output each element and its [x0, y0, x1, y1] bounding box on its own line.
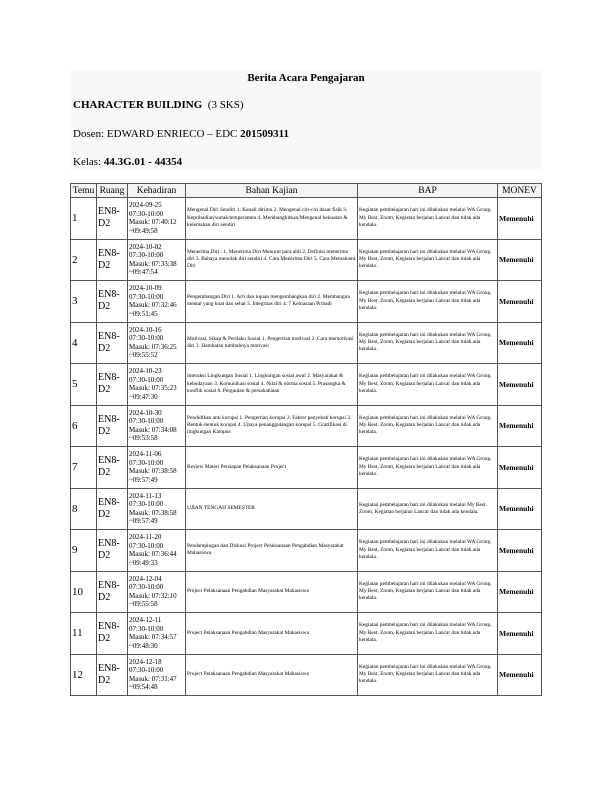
cell-temu: 12 [71, 654, 97, 696]
kehadiran-time: 07:30-10:00 [129, 209, 164, 218]
kehadiran-time: 07:30-10:00 [129, 583, 164, 592]
table-row [71, 405, 542, 447]
dosen-id: 201509311 [240, 128, 290, 140]
kehadiran-keluar: ~09:47:30 [129, 392, 158, 401]
column-header-kehadiran: Kehadiran [128, 184, 186, 198]
table-row [71, 654, 542, 696]
table-row [71, 571, 542, 613]
kehadiran-keluar: ~09:49:58 [129, 226, 158, 235]
kehadiran-date: 2024-10-09 [129, 284, 162, 293]
table-row [71, 322, 542, 364]
table-row [71, 239, 542, 281]
cell-kehadiran [128, 405, 186, 447]
kehadiran-time: 07:30-10:00 [129, 334, 164, 343]
table-header-row [71, 184, 542, 198]
document-header [70, 71, 542, 169]
cell-bahan-kajian: Pendidikan anti korupsi 1. Pengertian korupsi 2. Faktor penyebab korupsi 3. Bentuk-bentuk korupsi 4. Upaya penanggulangan korupsi 5. Gratifikasi di lingkungan Kampus [186, 405, 358, 447]
cell-ruang: EN8-D2 [97, 530, 128, 572]
kehadiran-time: 07:30-10:00 [129, 292, 164, 301]
kehadiran-masuk: Masuk: 07:33:38 [129, 259, 177, 268]
kehadiran-date: 2024-12-11 [129, 616, 162, 625]
cell-bap: Kegiatan pembelajaran hari ini dilakukan melalui WA Group, My Best, Zoom, Kegiatan berjalan Lancar dan tidak ada kendala. [358, 364, 498, 406]
cell-bahan-kajian: Mengenal Diri Sendiri 1. Kenali dirimu 2. Mengenal ciri-ciri dasar fisik 3. Kepribadian/watak/temperamen 4. Membangkitkan/Mengenal kekuatan & kelemahan diri sendiri [186, 198, 358, 240]
cell-monev: Memenuhi [498, 571, 542, 613]
cell-bahan-kajian: UJIAN TENGAH SEMESTER [186, 488, 358, 530]
table-row [71, 281, 542, 323]
kehadiran-masuk: Masuk: 07:38:58 [129, 467, 177, 476]
kehadiran-time: 07:30-10:00 [129, 666, 164, 675]
cell-bap: Kegiatan pembelajaran hari ini dilakukan melalui WA Group, My Best, Zoom, Kegiatan berjalan Lancar dan tidak ada kendala. [358, 322, 498, 364]
cell-monev: Memenuhi [498, 364, 542, 406]
cell-temu: 2 [71, 239, 97, 281]
dosen-label: Dosen: [73, 128, 105, 140]
kehadiran-keluar: ~09:57:49 [129, 475, 158, 484]
table-row [71, 530, 542, 572]
cell-monev: Memenuhi [498, 239, 542, 281]
cell-ruang: EN8-D2 [97, 654, 128, 696]
cell-bap: Kegiatan pembelajaran hari ini dilakukan melalui WA Group, My Best, Zoom, Kegiatan berjalan Lancar dan tidak ada kendala. [358, 654, 498, 696]
cell-ruang: EN8-D2 [97, 198, 128, 240]
cell-monev: Memenuhi [498, 654, 542, 696]
kehadiran-masuk: Masuk: 07:31:47 [129, 674, 177, 683]
cell-monev: Memenuhi [498, 405, 542, 447]
kehadiran-keluar: ~09:55:58 [129, 600, 158, 609]
kehadiran-keluar: ~09:47:54 [129, 268, 158, 277]
kehadiran-masuk: Masuk: 07:32:10 [129, 591, 177, 600]
cell-monev: Memenuhi [498, 447, 542, 489]
cell-monev: Memenuhi [498, 613, 542, 655]
table-row [71, 613, 542, 655]
kehadiran-keluar: ~09:53:58 [129, 434, 158, 443]
cell-kehadiran [128, 198, 186, 240]
cell-temu: 10 [71, 571, 97, 613]
cell-temu: 3 [71, 281, 97, 323]
attendance-table [70, 183, 542, 696]
document-title: Berita Acara Pengajaran [247, 72, 365, 84]
kehadiran-time: 07:30-10:00 [129, 541, 164, 550]
cell-bahan-kajian: Pengembangan Diri 1. Arti dan tujuan mengembangkan diri 2. Membangun mental yang kuat dan sehat 3. Integritas diri 4. 7 Kebiasaan Pribadi [186, 281, 358, 323]
cell-kehadiran [128, 571, 186, 613]
kehadiran-keluar: ~09:51:45 [129, 309, 158, 318]
cell-bap: Kegiatan pembelajaran hari ini dilakukan melalui WA Group, My Best, Zoom, Kegiatan berjalan Lancar dan tidak ada kendala. [358, 447, 498, 489]
cell-bap: Kegiatan pembelajaran hari ini dilakukan melalui WA Group, My Best, Zoom, Kegiatan berjalan Lancar dan tidak ada kendala. [358, 239, 498, 281]
cell-kehadiran [128, 281, 186, 323]
cell-temu: 1 [71, 198, 97, 240]
cell-bahan-kajian: Review Materi Persiapan Pelaksanaan Project [186, 447, 358, 489]
table-body [71, 198, 542, 696]
cell-bahan-kajian: Project Pelaksanaan Pengabdian Masyarakat Mahasiswa [186, 613, 358, 655]
kehadiran-time: 07:30-10:00 [129, 624, 164, 633]
cell-ruang: EN8-D2 [97, 322, 128, 364]
cell-bahan-kajian: Project Pelaksanaan Pengabdian Masyarakat Mahasiswa [186, 571, 358, 613]
kehadiran-date: 2024-11-13 [129, 491, 162, 500]
kehadiran-date: 2024-09-25 [129, 201, 162, 210]
dosen-name: EDWARD ENRIECO – EDC [106, 128, 238, 140]
cell-monev: Memenuhi [498, 488, 542, 530]
cell-ruang: EN8-D2 [97, 281, 128, 323]
kehadiran-time: 07:30-10:00 [129, 458, 164, 467]
table-row [71, 488, 542, 530]
cell-temu: 9 [71, 530, 97, 572]
column-header-bap: BAP [358, 184, 498, 198]
kelas-label: Kelas: [73, 156, 102, 168]
cell-ruang: EN8-D2 [97, 405, 128, 447]
kehadiran-masuk: Masuk: 07:34:57 [129, 633, 177, 642]
cell-kehadiran [128, 322, 186, 364]
kehadiran-date: 2024-10-02 [129, 242, 162, 251]
cell-bahan-kajian: Pendampingan dan Diskusi Project Pelaksanaan Pengabdian Masyarakat Mahasiswa [186, 530, 358, 572]
column-header-monev: MONEV [498, 184, 542, 198]
cell-bap: Kegiatan pembelajaran hari ini dilakukan melalui WA Group, My Best, Zoom, Kegiatan berjalan Lancar dan tidak ada kendala. [358, 571, 498, 613]
kehadiran-time: 07:30-10:00 [129, 251, 164, 260]
table-row [71, 198, 542, 240]
kehadiran-date: 2024-11-20 [129, 533, 162, 542]
cell-kehadiran [128, 447, 186, 489]
cell-ruang: EN8-D2 [97, 571, 128, 613]
course-sks: (3 SKS) [207, 99, 244, 111]
cell-bap: Kegiatan pembelajaran hari ini dilakukan melalui WA Group, My Best, Zoom, Kegiatan berjalan Lancar dan tidak ada kendala. [358, 613, 498, 655]
cell-temu: 11 [71, 613, 97, 655]
cell-temu: 6 [71, 405, 97, 447]
kehadiran-date: 2024-10-23 [129, 367, 162, 376]
kehadiran-keluar: ~09:55:52 [129, 351, 158, 360]
cell-monev: Memenuhi [498, 281, 542, 323]
cell-bap: Kegiatan pembelajaran hari ini dilakukan melalui WA Group, My Best, Zoom, Kegiatan berjalan Lancar dan tidak ada kendala. [358, 198, 498, 240]
course-name: CHARACTER BUILDING [73, 99, 203, 111]
kehadiran-masuk: Masuk: 07:32:46 [129, 301, 177, 310]
dosen-line [73, 128, 289, 140]
cell-temu: 5 [71, 364, 97, 406]
cell-kehadiran [128, 488, 186, 530]
cell-bahan-kajian: Interaksi Lingkungan Sosial 1. Lingkungan sosial awal 2. Masyarakat & kebudayaan 3. Komunikasi sosial 4. Nilai & norma sosial 5. Prasangka & konflik sosial 6. Pergaulan & persahabatan [186, 364, 358, 406]
cell-temu: 8 [71, 488, 97, 530]
kehadiran-masuk: Masuk: 07:34:08 [129, 425, 177, 434]
kehadiran-date: 2024-12-04 [129, 574, 162, 583]
kehadiran-keluar: ~09:48:30 [129, 641, 158, 650]
kehadiran-date: 2024-10-30 [129, 408, 162, 417]
cell-bahan-kajian: Menerima Diri : 1. Menerima Diri Menurut para ahli 2. Definisi menerima diri 3. Bahaya menolak diri sendiri 4. Cara Menerima Diri 5. Cara Memahami Diri [186, 239, 358, 281]
kehadiran-date: 2024-10-16 [129, 325, 162, 334]
cell-monev: Memenuhi [498, 530, 542, 572]
cell-monev: Memenuhi [498, 322, 542, 364]
kehadiran-masuk: Masuk: 07:36:25 [129, 342, 177, 351]
column-header-temu: Temu [71, 184, 97, 198]
kelas-value: 44.3G.01 - 44354 [103, 156, 183, 168]
kehadiran-masuk: Masuk: 07:40:12 [129, 218, 177, 227]
kehadiran-time: 07:30-10:00 [129, 417, 164, 426]
kehadiran-date: 2024-12-18 [129, 657, 162, 666]
kelas-line [73, 156, 182, 168]
cell-temu: 7 [71, 447, 97, 489]
cell-bahan-kajian: Project Pelaksanaan Pengabdian Masyarakat Mahasiswa [186, 654, 358, 696]
cell-temu: 4 [71, 322, 97, 364]
course-line [73, 99, 244, 111]
table-row [71, 364, 542, 406]
kehadiran-date: 2024-11-06 [129, 450, 162, 459]
kehadiran-time: 07:30-10:00 [129, 500, 164, 509]
cell-bahan-kajian: Motivasi, Sikap & Perilaku Sosial 1. Pengertian motivasi 2. Cara memotivasi diri 3. Hambatan tumbuhnya motivasi [186, 322, 358, 364]
cell-ruang: EN8-D2 [97, 488, 128, 530]
column-header-ruang: Ruang [97, 184, 128, 198]
cell-kehadiran [128, 239, 186, 281]
cell-bap: Kegiatan pembelajaran hari ini dilakukan melalui WA Group, My Best, Zoom, Kegiatan berjalan Lancar dan tidak ada kendala. [358, 530, 498, 572]
kehadiran-masuk: Masuk: 07:35:23 [129, 384, 177, 393]
cell-kehadiran [128, 654, 186, 696]
cell-kehadiran [128, 613, 186, 655]
table-row [71, 447, 542, 489]
cell-monev: Memenuhi [498, 198, 542, 240]
cell-bap: Kegiatan pembelajaran hari ini dilakukan melalui My Best, Zoom, Kegiatan berjalan Lancar dan tidak ada kendala. [358, 488, 498, 530]
cell-ruang: EN8-D2 [97, 364, 128, 406]
cell-bap: Kegiatan pembelajaran hari ini dilakukan melalui WA Group, My Best, Zoom, Kegiatan berjalan Lancar dan tidak ada kendala. [358, 281, 498, 323]
kehadiran-keluar: ~09:54:48 [129, 683, 158, 692]
cell-kehadiran [128, 364, 186, 406]
column-header-bahan-kajian: Bahan Kajian [186, 184, 358, 198]
kehadiran-masuk: Masuk: 07:38:58 [129, 508, 177, 517]
cell-kehadiran [128, 530, 186, 572]
cell-ruang: EN8-D2 [97, 239, 128, 281]
cell-ruang: EN8-D2 [97, 447, 128, 489]
cell-bap: Kegiatan pembelajaran hari ini dilakukan melalui WA Group, My Best, Zoom, Kegiatan berjalan Lancar dan tidak ada kendala. [358, 405, 498, 447]
kehadiran-time: 07:30-10:00 [129, 375, 164, 384]
kehadiran-keluar: ~09:49:33 [129, 558, 158, 567]
cell-ruang: EN8-D2 [97, 613, 128, 655]
kehadiran-masuk: Masuk: 07:36:44 [129, 550, 177, 559]
kehadiran-keluar: ~09:57:49 [129, 517, 158, 526]
